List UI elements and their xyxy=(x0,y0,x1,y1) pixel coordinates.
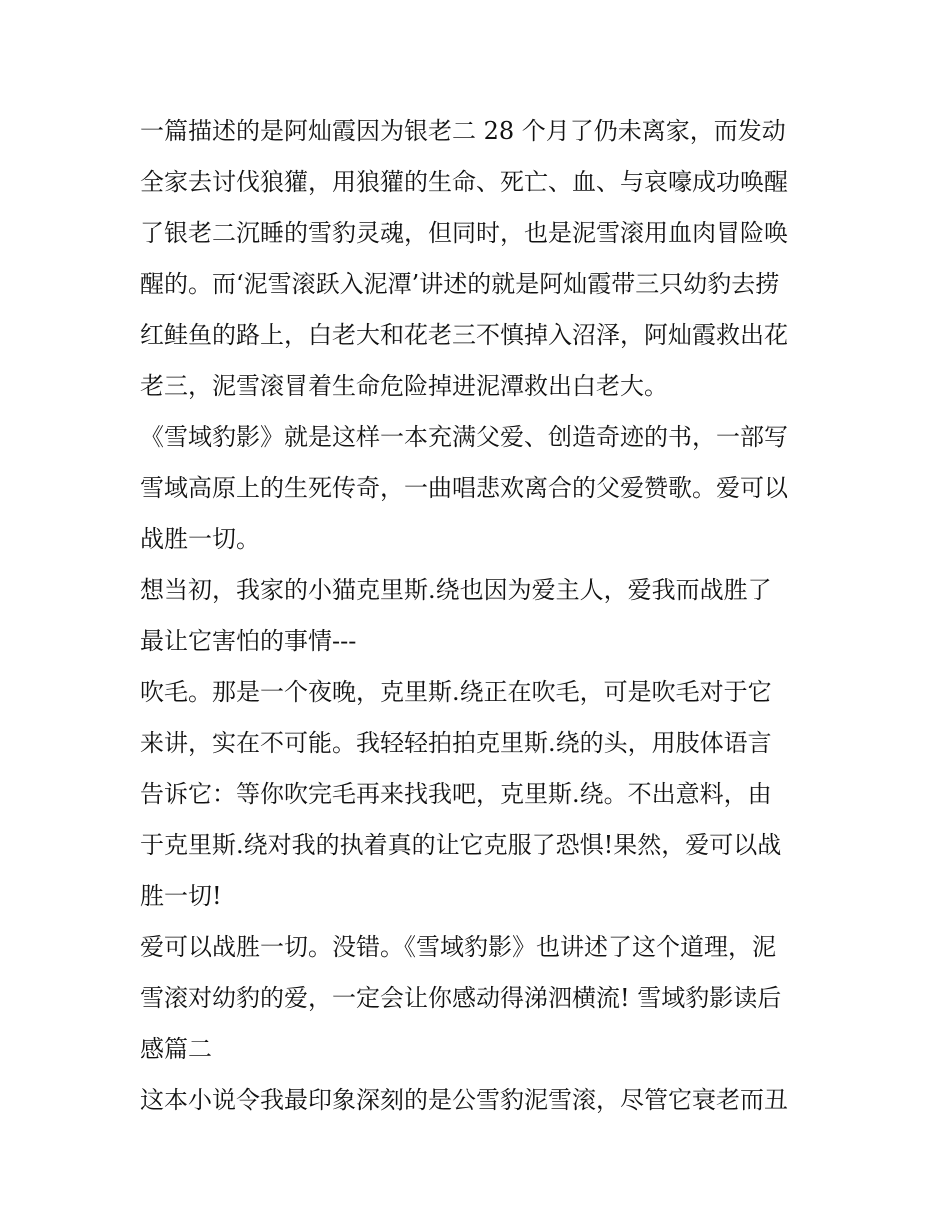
text-line: 一篇描述的是阿灿霞因为银老二 28 个月了仍未离家，而发动 xyxy=(140,117,786,145)
text-line: 胜一切! xyxy=(140,882,222,910)
text-line: 爱可以战胜一切。没错。《雪域豹影》也讲述了这个道理，泥 xyxy=(140,933,776,961)
text-line: 吹毛。那是一个夜晚，克里斯.绕正在吹毛，可是吹毛对于它 xyxy=(140,678,772,706)
text-line: 红鲑鱼的路上，白老大和花老三不慎掉入沼泽，阿灿霞救出花 xyxy=(140,321,788,349)
text-line: 来讲，实在不可能。我轻轻拍拍克里斯.绕的头，用肢体语言 xyxy=(140,729,772,757)
text-line: 《雪域豹影》就是这样一本充满父爱、创造奇迹的书，一部写 xyxy=(140,423,788,451)
text-line: 于克里斯.绕对我的执着真的让它克服了恐惧!果然，爱可以战 xyxy=(140,831,782,859)
text-line: 雪滚对幼豹的爱，一定会让你感动得涕泗横流! 雪域豹影读后 xyxy=(140,984,782,1012)
text-line: 醒的。而‘泥雪滚跃入泥潭’讲述的就是阿灿霞带三只幼豹去捞 xyxy=(140,270,780,298)
text-line: 雪域高原上的生死传奇，一曲唱悲欢离合的父爱赞歌。爱可以 xyxy=(140,474,788,502)
text-line: 感篇二 xyxy=(140,1035,212,1063)
text-line: 想当初，我家的小猫克里斯.绕也因为爱主人，爱我而战胜了 xyxy=(140,576,772,604)
text-line: 老三，泥雪滚冒着生命危险掉进泥潭救出白老大。 xyxy=(140,372,668,400)
text-line: 战胜一切。 xyxy=(140,525,260,553)
text-line: 告诉它：等你吹完毛再来找我吧，克里斯.绕。不出意料，由 xyxy=(140,780,772,808)
text-line: 最让它害怕的事情--- xyxy=(140,627,357,655)
text-line: 了银老二沉睡的雪豹灵魂，但同时，也是泥雪滚用血肉冒险唤 xyxy=(140,219,788,247)
document-body xyxy=(140,106,820,1126)
text-line: 全家去讨伐狼獾，用狼獾的生命、死亡、血、与哀嚎成功唤醒 xyxy=(140,168,788,196)
text-line: 这本小说令我最印象深刻的是公雪豹泥雪滚，尽管它衰老而丑 xyxy=(140,1086,788,1114)
